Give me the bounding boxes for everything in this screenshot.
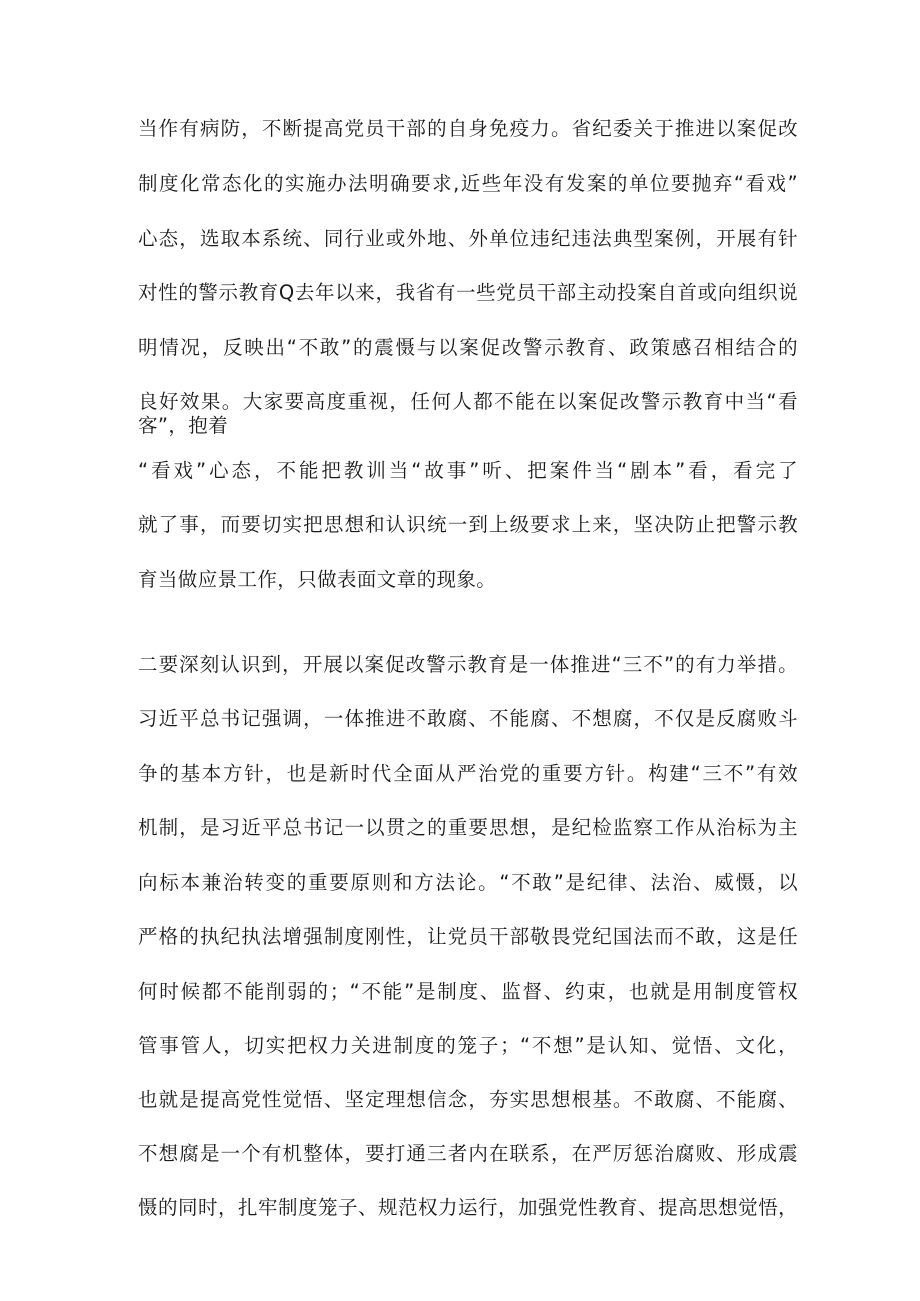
paragraph-3-line-2: 习近平总书记强调，一体推进不敢腐、不能腐、不想腐，不仅是反腐败斗 [138,707,798,730]
paragraph-1-line-5: 明情况，反映出“不敢”的震慑与以案促改警示教育、政策感召相结合的 [138,336,798,359]
paragraph-3-line-1: 二要深刻认识到，开展以案促改警示教育是一体推进“三不”的有力举措。 [138,653,798,676]
paragraph-2-line-1: “看戏”心态，不能把教训当“故事”听、把案件当“剧本”看，看完了 [138,459,798,482]
paragraph-2-line-2: 就了事，而要切实把思想和认识统一到上级要求上来，坚决防止把警示教 [138,513,798,536]
paragraph-3-line-7: 何时候都不能削弱的；“不能”是制度、监督、约束，也就是用制度管权 [138,980,798,1003]
paragraph-3-line-11: 慑的同时，扎牢制度笼子、规范权力运行，加强党性教育、提高思想觉悟， [138,1196,798,1219]
paragraph-3-line-8: 管事管人，切实把权力关进制度的笼子；“不想”是认知、觉悟、文化， [138,1034,798,1057]
paragraph-3-line-9: 也就是提高党性觉悟、坚定理想信念，夯实思想根基。不敢腐、不能腐、 [138,1088,798,1111]
paragraph-1-line-7: 客”，抱着 [138,414,229,437]
paragraph-3-line-10: 不想腐是一个有机整体，要打通三者内在联系，在严厉惩治腐败、形成震 [138,1142,798,1165]
paragraph-2-line-3: 育当做应景工作，只做表面文章的现象。 [138,568,497,591]
paragraph-1-line-2: 制度化常态化的实施办法明确要求,近些年没有发案的单位要抛弃“看戏” [138,172,798,195]
paragraph-1-line-1: 当作有病防，不断提高党员干部的自身免疫力。省纪委关于推进以案促改 [138,117,798,140]
paragraph-3-line-5: 向标本兼治转变的重要原则和方法论。“不敢”是纪律、法治、威慑，以 [138,871,798,894]
paragraph-1-line-3: 心态，选取本系统、同行业或外地、外单位违纪违法典型案例，开展有针 [138,227,798,250]
paragraph-1-line-4: 对性的警示教育Q去年以来，我省有一些党员干部主动投案自首或向组织说 [138,281,798,304]
paragraph-3-line-4: 机制，是习近平总书记一以贯之的重要思想，是纪检监察工作从治标为主 [138,816,798,839]
paragraph-3-line-3: 争的基本方针，也是新时代全面从严治党的重要方针。构建“三不”有效 [138,762,798,785]
paragraph-3-line-6: 严格的执纪执法增强制度刚性，让党员干部敬畏党纪国法而不敢，这是任 [138,925,798,948]
paragraph-1-line-6: 良好效果。大家要高度重视，任何人都不能在以案促改警示教育中当“看 [138,390,798,413]
